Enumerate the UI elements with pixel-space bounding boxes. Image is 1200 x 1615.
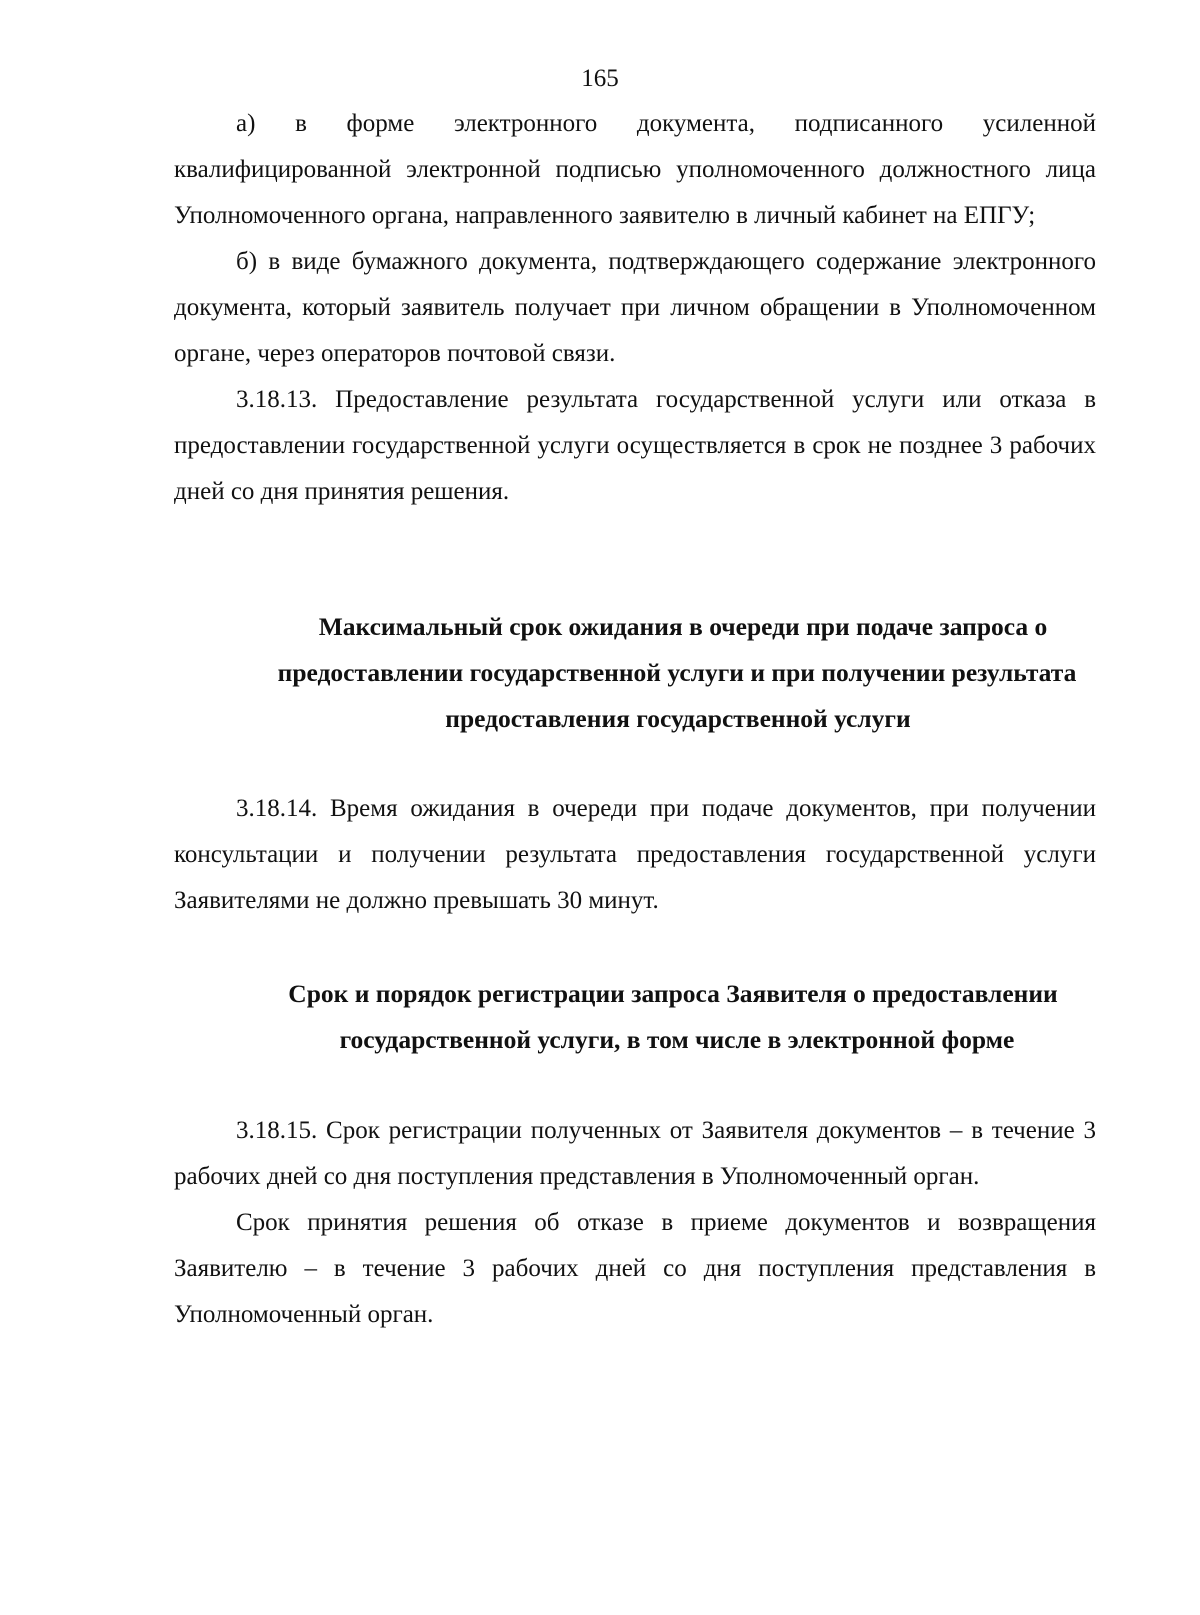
page-number: 165 [581,65,619,92]
heading-line: предоставлении государственной услуги и при получении результата [277,658,1077,687]
heading-line: государственной услуги, в том числе в электронной форме [339,1025,1015,1054]
heading-line: Срок и порядок регистрации запроса Заявителя о предоставлении [288,979,1058,1008]
paragraph-refusal-term: Срок принятия решения об отказе в приеме документов и возвращения Заявителю – в течение 3 рабочих дней со дня поступления представления в Уполномоченный орган. [174,1209,1096,1328]
heading-line: предоставления государственной услуги [445,704,911,733]
heading-line: Максимальный срок ожидания в очереди при подаче запроса о [318,612,1048,641]
paragraph-3-18-14: 3.18.14. Время ожидания в очереди при подаче документов, при получении консультации и получении результата предоставления государственной услуги Заявителями не должно превышать 30 минут. [174,795,1096,914]
paragraph-3-18-15: 3.18.15. Срок регистрации полученных от Заявителя документов – в течение 3 рабочих дней со дня поступления представления в Уполномоченный орган. [174,1117,1096,1190]
paragraph-3-18-13: 3.18.13. Предоставление результата государственной услуги или отказа в предоставлении государственной услуги осуществляется в срок не позднее 3 рабочих дней со дня принятия решения. [174,386,1096,505]
registration-section [174,1108,1096,1338]
section-heading-registration [174,971,1096,1063]
paragraph-item-b: б) в виде бумажного документа, подтверждающего содержание электронного документа, который заявитель получает при личном обращении в Уполномоченном органе, через операторов почтовой связи. [174,248,1096,367]
queue-wait-section [174,786,1096,924]
section-heading-queue-wait [174,604,1096,742]
results-delivery-section [174,101,1096,515]
paragraph-item-a: а) в форме электронного документа, подписанного усиленной квалифицированной электронной подписью уполномоченного должностного лица Уполномоченного органа, направленного заявителю в личный кабинет на ЕПГУ; [174,110,1096,229]
